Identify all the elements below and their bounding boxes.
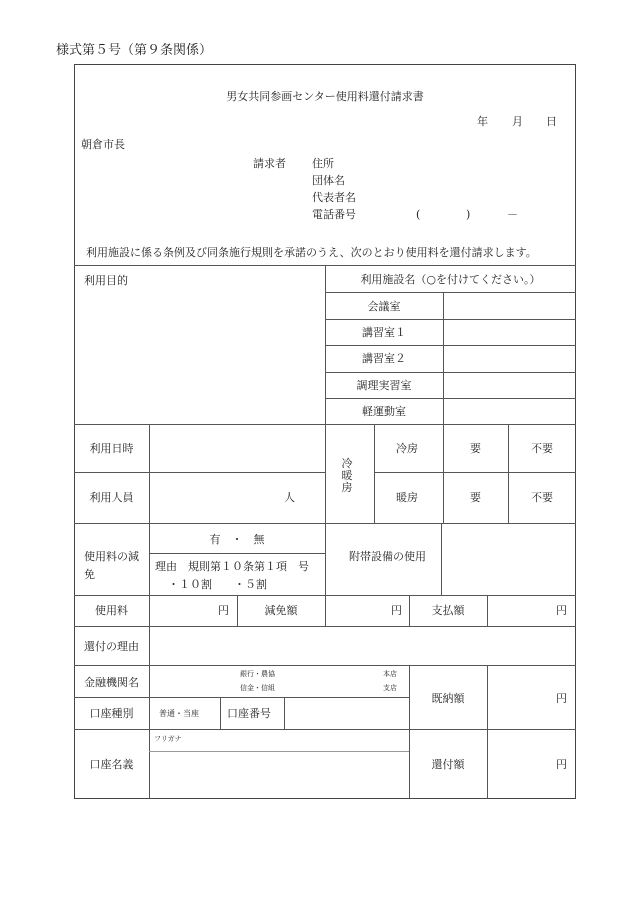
- rule: [374, 472, 576, 473]
- date-day: 日: [546, 115, 557, 128]
- account-number-label: 口座番号: [227, 707, 271, 720]
- rule: [74, 697, 409, 698]
- purpose-label: 利用目的: [84, 274, 128, 287]
- rule: [220, 697, 221, 729]
- refund-reason-input[interactable]: [153, 636, 571, 656]
- rule: [74, 626, 576, 627]
- rule: [487, 595, 488, 626]
- refund-amount-label: 還付額: [431, 758, 465, 771]
- heating-label: 暖房: [396, 491, 418, 504]
- refund-amount-yen: 円: [556, 758, 567, 771]
- form-number: 様式第５号（第９条関係）: [56, 43, 213, 58]
- furigana-label: フリガナ: [154, 735, 182, 743]
- rule: [508, 424, 509, 523]
- rule: [325, 595, 326, 626]
- branch[interactable]: 支店: [383, 684, 397, 692]
- rule: [149, 751, 409, 752]
- phone-dash: －: [507, 208, 518, 221]
- addressee: 朝倉市長: [81, 138, 125, 151]
- fee-input[interactable]: [153, 602, 213, 618]
- account-type-label: 口座種別: [89, 707, 134, 720]
- room-exercise-mark[interactable]: [444, 399, 575, 423]
- refund-amount-input[interactable]: [491, 756, 551, 772]
- rep-name-label: 代表者名: [312, 191, 356, 204]
- rule: [149, 424, 150, 799]
- rule: [74, 665, 576, 666]
- rule: [443, 424, 444, 523]
- phone-paren-open: (: [416, 208, 421, 221]
- exempt-amount-yen: 円: [391, 604, 402, 617]
- usage-people-input[interactable]: [153, 489, 273, 505]
- paid-amount-input[interactable]: [491, 602, 551, 618]
- rule: [74, 729, 409, 730]
- already-paid-input[interactable]: [491, 688, 551, 704]
- facility-header: 利用施設名（○を付けてください。）: [360, 273, 541, 286]
- purpose-input[interactable]: [80, 292, 322, 421]
- usage-datetime-input[interactable]: [153, 440, 321, 456]
- exempt-amount-input[interactable]: [329, 602, 387, 618]
- phone-paren-close: ): [466, 208, 471, 221]
- heating-need[interactable]: 要: [470, 491, 481, 504]
- bank-types[interactable]: 銀行・農協: [240, 670, 275, 678]
- form-title: 男女共同参画センター使用料還付請求書: [226, 90, 424, 103]
- already-paid-label: 既納額: [431, 692, 465, 705]
- room-lecture-1-mark[interactable]: [444, 320, 575, 344]
- cooling-no-need[interactable]: 不要: [531, 442, 553, 455]
- rule: [441, 523, 442, 595]
- exemption-reason: 理由 規則第１０条第１項 号: [155, 560, 309, 573]
- room-lecture-1: 講習室１: [362, 326, 406, 339]
- exemption-label: 使用料の減免: [84, 550, 139, 581]
- rule: [325, 523, 326, 595]
- heating-no-need[interactable]: 不要: [531, 491, 553, 504]
- fee-yen: 円: [218, 604, 229, 617]
- usage-datetime-label: 利用日時: [89, 442, 134, 455]
- usage-people-label: 利用人員: [89, 491, 134, 504]
- head-office[interactable]: 本店: [383, 670, 397, 678]
- account-name-input[interactable]: [153, 757, 403, 775]
- date-month: 月: [512, 115, 523, 128]
- org-name-input[interactable]: [350, 172, 550, 187]
- account-name-label: 口座名義: [89, 758, 134, 771]
- account-type-options[interactable]: 普通・当座: [159, 709, 199, 718]
- bank-name-label: 金融機関名: [84, 676, 139, 689]
- exempt-amount-label: 減免額: [264, 604, 298, 617]
- equipment-label: 附帯設備の使用: [349, 550, 426, 563]
- furigana-input[interactable]: [190, 733, 404, 747]
- paid-amount-label: 支払額: [431, 604, 465, 617]
- cooling-need[interactable]: 要: [470, 442, 481, 455]
- rule: [74, 472, 325, 473]
- date-year: 年: [477, 115, 488, 128]
- room-lecture-2: 講習室２: [362, 352, 406, 365]
- equipment-input[interactable]: [444, 526, 576, 595]
- refund-reason-label: 還付の理由: [84, 640, 139, 653]
- address-label: 住所: [312, 157, 334, 170]
- address-input[interactable]: [350, 155, 550, 170]
- rule: [149, 553, 325, 554]
- statement: 利用施設に係る条例及び同条施行規則を承諾のうえ、次のとおり使用料を還付請求します。: [86, 246, 537, 259]
- cooling-label: 冷房: [396, 442, 418, 455]
- rule: [374, 424, 375, 523]
- paid-amount-yen: 円: [556, 604, 567, 617]
- rule: [409, 665, 410, 799]
- room-lecture-2-mark[interactable]: [444, 346, 575, 371]
- rule: [284, 697, 285, 729]
- org-name-label: 団体名: [312, 174, 345, 187]
- phone-label: 電話番号: [312, 208, 356, 221]
- room-cooking: 調理実習室: [356, 379, 412, 392]
- requester-label: 請求者: [253, 157, 286, 170]
- rep-name-input[interactable]: [365, 189, 550, 204]
- usage-people-unit: 人: [284, 491, 295, 504]
- room-meeting: 会議室: [367, 300, 401, 313]
- room-exercise: 軽運動室: [362, 405, 406, 418]
- credit-types[interactable]: 信金・信組: [240, 684, 275, 692]
- branch-name-input[interactable]: [290, 672, 378, 688]
- already-paid-yen: 円: [556, 692, 567, 705]
- room-cooking-mark[interactable]: [444, 373, 575, 397]
- exemption-rates[interactable]: ・１０割 ・５割: [168, 578, 267, 591]
- room-meeting-mark[interactable]: [444, 293, 575, 318]
- fee-label: 使用料: [95, 604, 128, 617]
- bank-name-input[interactable]: [153, 672, 235, 688]
- account-number-input[interactable]: [289, 705, 405, 721]
- exemption-presence[interactable]: 有 ・ 無: [209, 533, 265, 546]
- aircon-label: 冷暖房: [341, 457, 353, 494]
- rule: [409, 729, 576, 730]
- rule: [487, 665, 488, 799]
